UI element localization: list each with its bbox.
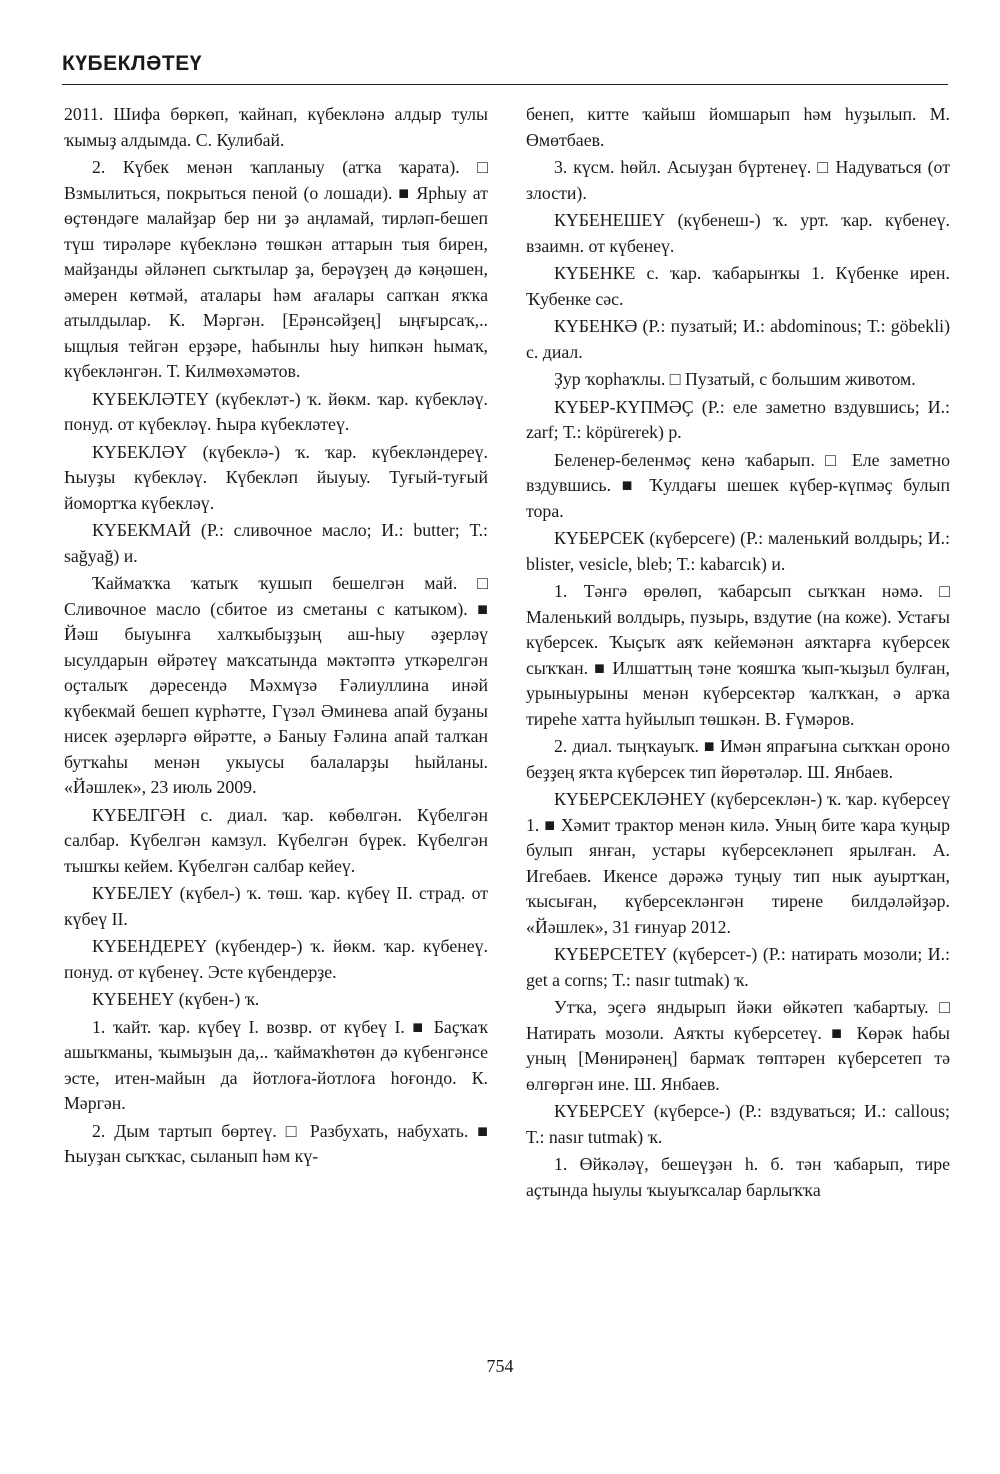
sense-paragraph: 1. Өйкәләү, бешеүҙән һ. б. тән ҡабарып, тире аҫтында һыулы ҡыуыҡсалар барлыҡҡа xyxy=(526,1154,950,1200)
sense-paragraph: 1. ҡайт. ҡар. күбеү I. возвр. от күбеү I. ■ Баҫҡаҡ ашыҡманы, ҡымыҙын да,.. ҡаймаҡһөтөн дә күбенгәнсе эсте, итен-майын да йотлоға-йотлоға һоғондо. К. Мәргән. xyxy=(64,1016,488,1113)
dictionary-entry: КҮБЕНЕҮ (күбен-) ҡ. xyxy=(92,989,260,1009)
sense-paragraph: 1. Тәнгә өрөлөп, ҡабарсып сыҡҡан нәмә. □ Маленький волдырь, пузырь, вздутие (на коже). Устағы күберсек. Ҡыҫыҡ аяҡ кейемәнән аяҡтарға күберсек сыҡҡан. ■ Илшаттың тәне ҡояшҡа ҡып-ҡыҙыл булған, урыныурыны менән күберсектәр ҡалҡҡан, ә арҡа тиреһе хатта һуйылып төшкән. В. Ғүмәров. xyxy=(526,581,950,729)
left-column xyxy=(64,102,488,1342)
dictionary-entry: КҮБЕКЛӘҮ (күбеклә-) ҡ. ҡар. күбекләндереү. Һыуҙы күбекләү. Күбекләп йыуыу. Туғый-туғый йомортҡа күбекләү. xyxy=(64,441,488,513)
entry-continuation: 2011. Шифа бөркөп, ҡайнап, күбекләнә алдыр тулы ҡымыҙ алдымда. С. Кулибай. xyxy=(64,104,488,150)
running-head: КҮБЕКЛӘТЕҮ xyxy=(62,52,202,75)
dictionary-entry: КҮБЕРСЕКЛӘНЕҮ (күберсеклән-) ҡ. ҡар. күберсеү 1. ■ Хәмит трактор менән килә. Уның бите ҡара ҡуңыр булып янған, устары күберсекләнеп ярылған. А. Игебаев. Икенсе дәрәжә туңыу тип нык ауыртҡан, ҡысыған, күберсекләнгән тирене билдәләйҙәр. «Йәшлек», 31 ғинуар 2012. xyxy=(526,789,950,937)
dictionary-entry: КҮБЕКМАЙ (Р.: сливочное масло; И.: butter; Т.: sağyağ) и. xyxy=(64,520,488,566)
dictionary-entry: КҮБЕЛЕҮ (күбел-) ҡ. төш. ҡар. күбеү II. страд. от күбеү II. xyxy=(64,883,488,929)
dictionary-entry: КҮБЕНЕШЕҮ (күбенеш-) ҡ. урт. ҡар. күбенеү. взаимн. от күбенеү. xyxy=(526,210,950,256)
sense-paragraph: 2. диал. тыңҡауыҡ. ■ Имән япрағына сыҡҡан ороно беҙҙең яҡта күберсек тип йөрөтәләр. Ш. Янбаев. xyxy=(526,736,950,782)
sense-paragraph: 2. Дым тартып бөртеү. □ Разбухать, набухать. ■ Һыуҙан сыҡҡас, сыланып һәм кү- xyxy=(64,1120,488,1166)
sense-paragraph: 2. Күбек менән ҡапланыу (атҡа ҡарата). □ Взмылиться, покрыться пеной (о лошади). ■ Ярһыу ат өҫтөндәге малайҙар бер ни ҙә аңламай, тирләп-бешеп түш тирәләре күбекләнә төшкән аттарын тыя бирен, майҙанды әйләнеп сыҡтылар ҙа, берәүҙең дә кәңәшен, әмерен көтмәй, аталары һәм ағалары сапҡан яҡҡа атылдылар. К. Мәргән. [Ерәнсәйҙең] ыңғырсаҡ,.. ыщлыя тейгән ерҙәре, һабынлы һыу һипкән һымаҡ, күбекләнгән. Т. Килмөхәмәтов. xyxy=(64,157,488,381)
dictionary-entry: КҮБЕРСЕК (күберсеге) (Р.: маленький волдырь; И.: blister, vesicle, bleb; Т.: kabarcık) и. xyxy=(526,528,950,574)
definition-paragraph: Утҡа, эҫегә яндырып йәки өйкәтеп ҡабартыу. □ Натирать мозоли. Аяҡты күберсетеү. ■ Көрәк һабы уның [Мөнирәнең] бармаҡ төптәрен күберсетеп тә өлгөргән ине. Ш. Янбаев. xyxy=(526,997,950,1094)
entry-continuation: бенеп, китте ҡайыш йомшарып һәм һуҙылып. М. Өмөтбаев. xyxy=(526,104,950,150)
header-rule xyxy=(62,84,948,85)
dictionary-entry: КҮБЕКЛӘТЕҮ (күбекләт-) ҡ. йөкм. ҡар. күбекләү. понуд. от күбекләү. Һыра күбекләтеү. xyxy=(64,388,488,434)
dictionary-entry: КҮБЕРСЕҮ (күберсе-) (Р.: вздуваться; И.: callous; Т.: nasır tutmak) ҡ. xyxy=(526,1101,950,1147)
definition-paragraph: Беленер-беленмәҫ кенә ҡабарып. □ Еле заметно вздувшись. ■ Ҡулдағы шешек күбер-күпмәҫ булып тора. xyxy=(526,449,950,521)
definition-paragraph: Ҡаймаҡҡа ҡатыҡ ҡушып бешелгән май. □ Сливочное масло (сбитое из сметаны с катыком). ■ Йәш быуынға халҡыбыҙҙың аш-һыу әҙерләү ысулдарын өйрәтеү маҡсатында мәктәптә уткәрелгән оҫталыҡ дәресендә Мәхмүзә Ғәлиуллина инәй күбекмай бешеп күрһәтте, Гүзәл Әминева апай буҙаны нисек әҙерләргә өйрәтте, ә Баныу Ғәлина апай талҡан бутҡаһы менән укыусы балаларҙы һыйланы. «Йәшлек», 23 июль 2009. xyxy=(64,573,488,797)
dictionary-entry: КҮБЕЛГӘН с. диал. ҡар. көбөлгән. Күбелгән салбар. Күбелгән камзул. Күбелгән бүрек. Күбелгән тышҡы кейем. Күбелгән салбар кейеү. xyxy=(64,804,488,876)
dictionary-entry: КҮБЕНДЕРЕҮ (күбендер-) ҡ. йөкм. ҡар. күбенеү. понуд. от күбенеү. Эсте күбендерҙе. xyxy=(64,936,488,982)
page-number: 754 xyxy=(486,1356,514,1376)
dictionary-entry: КҮБЕРСЕТЕҮ (күберсет-) (Р.: натирать мозоли; И.: get a corns; Т.: nasır tutmak) ҡ. xyxy=(526,944,950,990)
dictionary-entry: КҮБЕНКӘ (Р.: пузатый; И.: abdominous; Т.: göbekli) с. диал. xyxy=(526,316,950,362)
definition-paragraph: Ҙур ҡорһаҡлы. □ Пузатый, с большим животом. xyxy=(554,369,916,389)
sense-paragraph: 3. күсм. һөйл. Асыуҙан бүртенеү. □ Надуваться (от злости). xyxy=(526,157,950,203)
right-column xyxy=(526,102,950,1342)
dictionary-entry: КҮБЕР-КҮПМӘҪ (Р.: еле заметно вздувшись; И.: zarf; Т.: köpürerek) р. xyxy=(526,396,950,442)
dictionary-entry: КҮБЕНКЕ с. ҡар. ҡабарынҡы 1. Күбенке ирен. Ҡубенке сәс. xyxy=(526,263,950,309)
